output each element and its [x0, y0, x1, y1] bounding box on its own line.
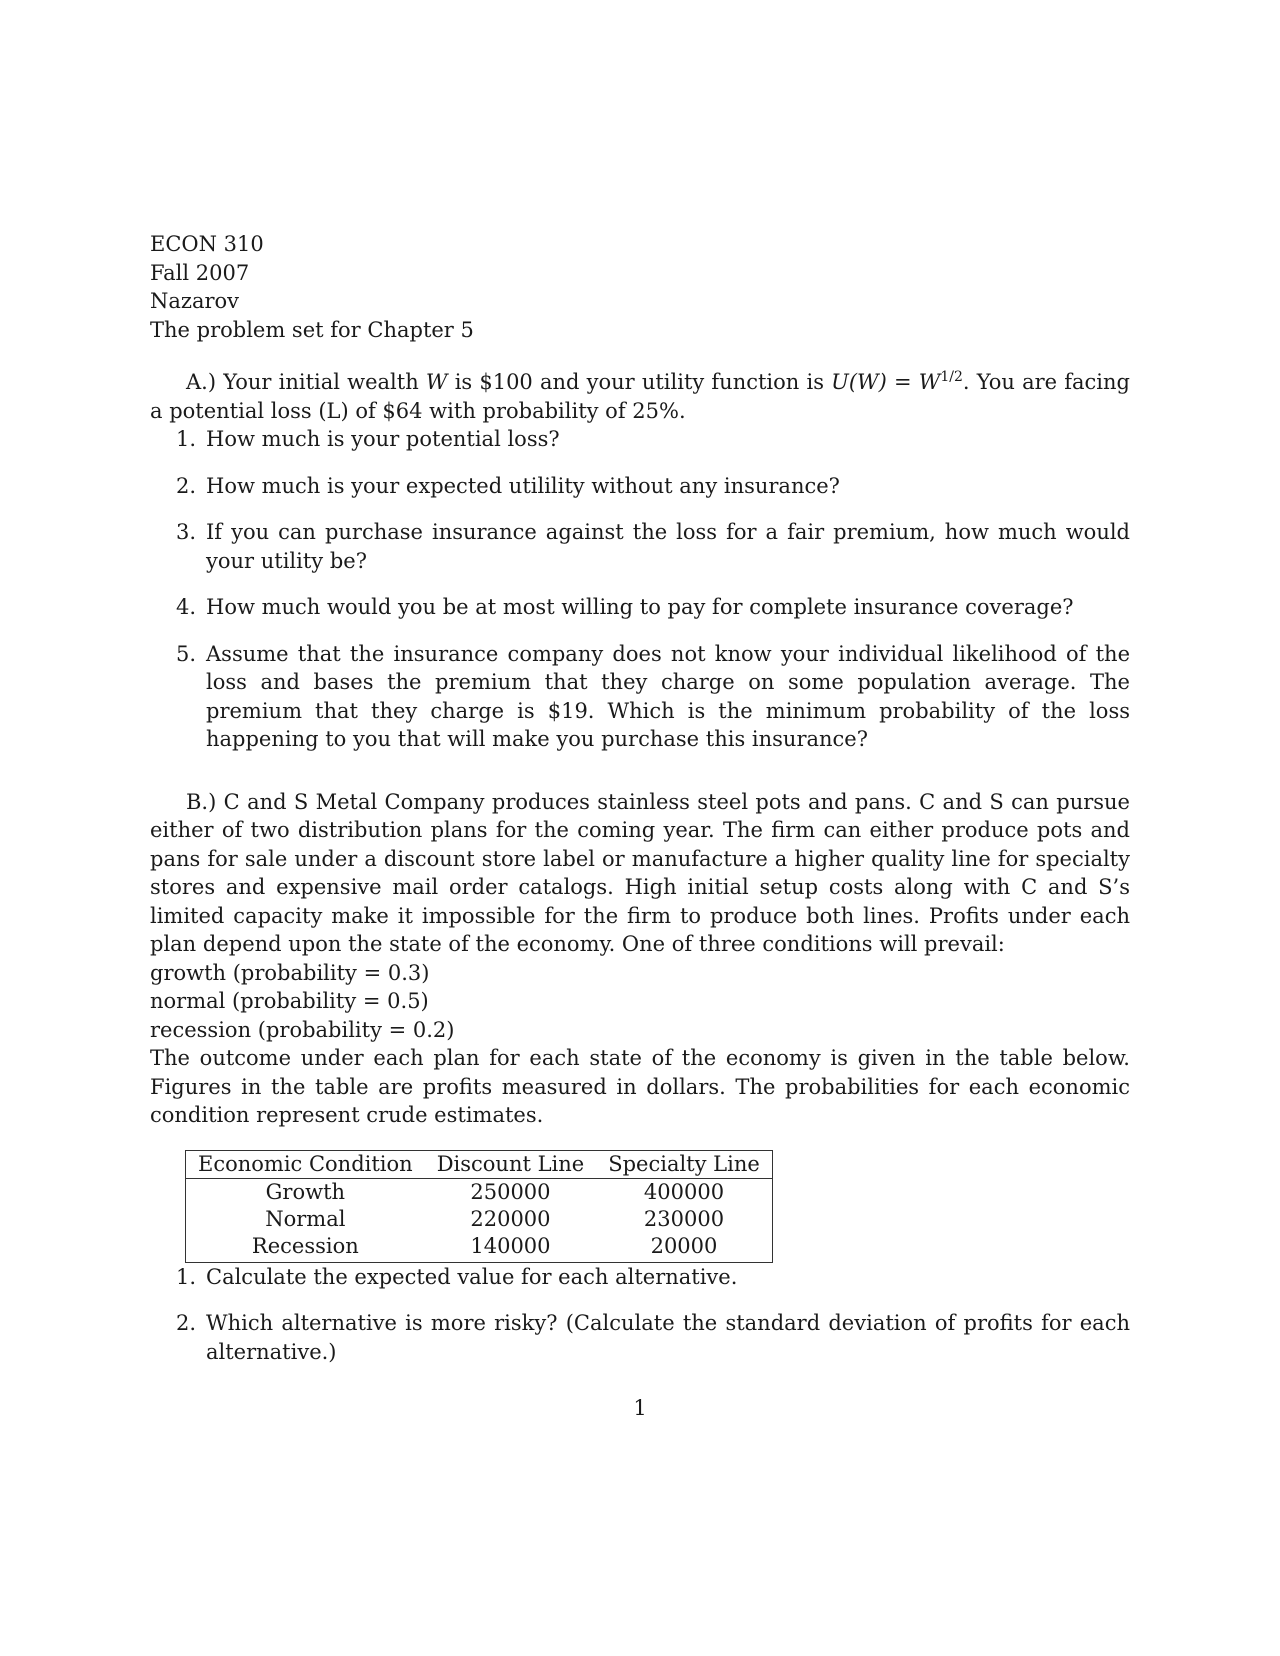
part-a-intro [150, 368, 1130, 425]
question-text: Assume that the insurance company does not know your individual likelihood of the loss and bases the premium that they charge on some population average. The premium that they charge is $19. Which is the minimum probability of the loss happening to you that will make you purchase this insurance? [206, 641, 1130, 751]
list-item [150, 425, 1130, 454]
table-cell: 400000 [643, 1179, 725, 1204]
question-number: 5. [176, 641, 197, 666]
condition-normal: normal (probability = 0.5) [150, 989, 429, 1013]
table-cell: Normal [265, 1206, 346, 1231]
table-cell: 140000 [470, 1233, 551, 1258]
question-number: 1. [176, 427, 197, 451]
question-text: How much is your potential loss? [206, 427, 560, 451]
question-number: 2. [176, 473, 197, 498]
header-specialty-line: Specialty Line [596, 1150, 772, 1178]
question-number: 1. [176, 1264, 197, 1289]
question-text: If you can purchase insurance against the loss for a fair premium, how much would your utility be? [206, 520, 1130, 573]
table-header-row [186, 1150, 773, 1178]
utility-exponent: 1/2 [940, 369, 963, 385]
header-discount-line: Discount Line [425, 1150, 597, 1178]
utility-function: U(W) = W [831, 370, 941, 394]
document-page [150, 230, 1130, 1366]
header-block [150, 230, 1130, 344]
table-cell: 230000 [643, 1206, 725, 1231]
part-a-intro-text-1: Your initial wealth [223, 370, 419, 394]
condition-list [150, 959, 1130, 1045]
problem-set-title: The problem set for Chapter 5 [150, 317, 474, 342]
list-item [150, 640, 1130, 754]
list-item [150, 472, 1130, 501]
list-item [150, 593, 1130, 622]
part-b-label: B.) [186, 789, 217, 814]
part-a-question-list [150, 425, 1130, 754]
table-cell: 20000 [650, 1233, 718, 1258]
var-w: W [425, 370, 448, 394]
part-a-intro-text-3: . You are facing a potential loss (L) of $64 with probability of 25%. [150, 370, 1130, 423]
part-b-intro [150, 788, 1130, 959]
header-economic-condition: Economic Condition [186, 1150, 425, 1178]
course-code: ECON 310 [150, 232, 264, 256]
condition-growth: growth (probability = 0.3) [150, 960, 430, 985]
page-number: 1 [633, 1396, 647, 1420]
question-number: 2. [176, 1311, 197, 1335]
term: Fall 2007 [150, 260, 250, 285]
table-row [186, 1206, 773, 1233]
table-cell: 250000 [470, 1179, 551, 1204]
part-b-intro-text: C and S Metal Company produces stainless steel pots and pans. C and S can pursue either of two distribution plans for the coming year. The firm can either produce pots and pans for sale under a discount store label or manufacture a higher quality line for specialty stores and expensive mail order catalogs. High initial setup costs along with C and S’s limited capacity make it impossible for the firm to produce both lines. Profits under each plan depend upon the state of the economy. One of three conditions will prevail: [150, 789, 1130, 956]
question-number: 4. [176, 595, 197, 619]
instructor-name: Nazarov [150, 289, 240, 313]
table-row [186, 1233, 773, 1263]
list-item [150, 1309, 1130, 1366]
list-item [150, 518, 1130, 575]
table-cell: 220000 [470, 1206, 551, 1231]
question-text: Which alternative is more risky? (Calculate the standard deviation of profits for each alternative.) [206, 1311, 1130, 1364]
outcome-paragraph: The outcome under each plan for each state of the economy is given in the table below. Figures in the table are profits measured in dollars. The probabilities for each economic condition represent crude estimates. [150, 1046, 1130, 1127]
list-item [150, 1263, 1130, 1292]
table-row [186, 1178, 773, 1206]
part-b-question-list [150, 1263, 1130, 1367]
part-a-label: A.) [186, 370, 217, 394]
profit-table [185, 1150, 773, 1263]
question-number: 3. [176, 520, 197, 544]
table-cell: Recession [251, 1233, 359, 1258]
question-text: How much is your expected utilility without any insurance? [206, 473, 840, 498]
question-text: Calculate the expected value for each alternative. [206, 1264, 738, 1289]
part-a-intro-text-2: is $100 and your utility function is [454, 370, 824, 394]
condition-recession: recession (probability = 0.2) [150, 1017, 455, 1042]
question-text: How much would you be at most willing to pay for complete insurance coverage? [206, 595, 1074, 619]
table-cell: Growth [265, 1179, 346, 1204]
